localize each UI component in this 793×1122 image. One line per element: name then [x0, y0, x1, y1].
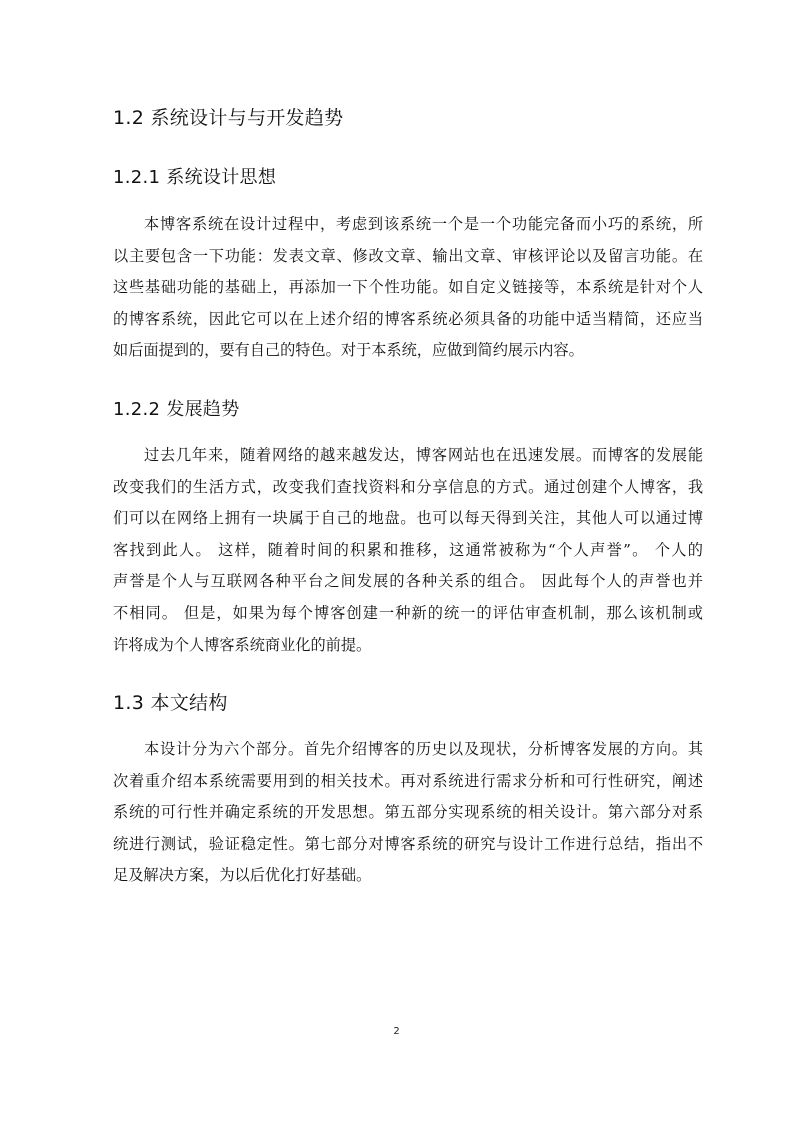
- paragraph-line: 这些基础功能的基础上，再添加一下个性功能。如自定义链接等，本系统是针对个人: [113, 278, 703, 297]
- heading-1-2-1: 1.2.1 系统设计思想: [113, 167, 277, 188]
- paragraph-line: 不相同。 但是，如果为每个博客创建一种新的统一的评估审查机制，那么该机制或: [113, 603, 703, 622]
- paragraph-line: 系统的可行性并确定系统的开发思想。第五部分实现系统的相关设计。第六部分对系: [113, 803, 703, 822]
- paragraph-line: 本博客系统在设计过程中，考虑到该系统一个是一个功能完备而小巧的系统，所: [144, 215, 703, 233]
- paragraph-line: 过去几年来，随着网络的越来越发达，博客网站也在迅速发展。而博客的发展能: [144, 446, 703, 464]
- paragraph-line: 声誉是个人与互联网各种平台之间发展的各种关系的组合。 因此每个人的声誉也并: [113, 572, 703, 591]
- paragraph-line: 们可以在网络上拥有一块属于自己的地盘。也可以每天得到关注，其他人可以通过博: [113, 509, 703, 528]
- paragraph-line: 如后面提到的，要有自己的特色。对于本系统，应做到简约展示内容。: [113, 341, 584, 360]
- heading-1-3: 1.3 本文结构: [113, 692, 228, 714]
- paragraph-line: 的博客系统，因此它可以在上述介绍的博客系统必须具备的功能中适当精简，还应当: [113, 309, 703, 328]
- paragraph-design-idea: [113, 209, 703, 367]
- heading-1-2: 1.2 系统设计与与开发趋势: [113, 107, 344, 129]
- paragraph-line: 本设计分为六个部分。首先介绍博客的历史以及现状，分析博客发展的方向。其: [144, 740, 703, 758]
- paragraph-line: 改变我们的生活方式，改变我们查找资料和分享信息的方式。通过创建个人博客，我: [113, 477, 703, 496]
- paragraph-trend: [113, 440, 703, 661]
- heading-1-2-2: 1.2.2 发展趋势: [113, 399, 240, 420]
- paragraph-line: 足及解决方案，为以后优化打好基础。: [113, 866, 372, 885]
- paragraph-line: 次着重介绍本系统需要用到的相关技术。再对系统进行需求分析和可行性研究，阐述: [113, 771, 703, 790]
- paragraph-line: 客找到此人。 这样，随着时间的积累和推移，这通常被称为“个人声誉”。 个人的: [113, 540, 703, 559]
- paragraph-line: 统进行测试，验证稳定性。第七部分对博客系统的研究与设计工作进行总结，指出不: [113, 834, 703, 853]
- page-number: 2: [393, 1026, 400, 1037]
- paragraph-structure: [113, 734, 703, 892]
- paragraph-line: 以主要包含一下功能：发表文章、修改文章、输出文章、审核评论以及留言功能。在: [113, 246, 703, 265]
- paragraph-line: 许将成为个人博客系统商业化的前提。: [113, 635, 372, 654]
